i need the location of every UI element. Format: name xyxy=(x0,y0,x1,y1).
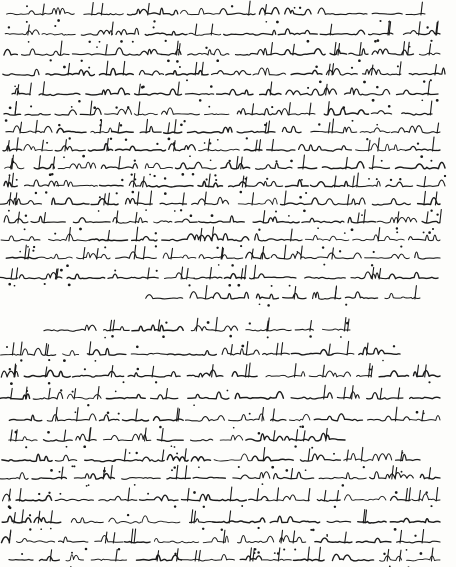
handwriting-line xyxy=(0,465,440,486)
handwriting-line xyxy=(2,529,441,551)
handwriting-line xyxy=(1,363,440,385)
handwriting-line xyxy=(12,82,439,103)
handwriting-line xyxy=(2,447,420,468)
handwriting-line xyxy=(4,210,441,232)
handwriting-line xyxy=(7,1,425,23)
handwriting-line xyxy=(146,286,420,307)
handwriting-line xyxy=(3,61,445,83)
handwriting-line xyxy=(0,265,438,287)
handwriting-line xyxy=(3,487,441,509)
handwriting-line xyxy=(5,155,446,177)
handwriting-line xyxy=(44,317,350,338)
handwriting-line xyxy=(5,21,440,43)
handwriting-line xyxy=(3,137,440,158)
handwriting-line xyxy=(9,428,345,449)
handwriting-line xyxy=(6,245,440,267)
handwriting-line xyxy=(1,341,400,362)
handwriting-line xyxy=(9,547,440,567)
handwriting-line xyxy=(2,510,440,532)
handwriting-line xyxy=(0,191,440,212)
handwriting-line xyxy=(1,227,440,249)
handwriting-line xyxy=(4,101,432,122)
handwriting-line xyxy=(0,385,440,406)
handwriting-line xyxy=(4,41,440,63)
handwriting-line xyxy=(6,119,440,141)
handwriting-line xyxy=(4,173,445,195)
handwriting-line xyxy=(9,407,440,428)
